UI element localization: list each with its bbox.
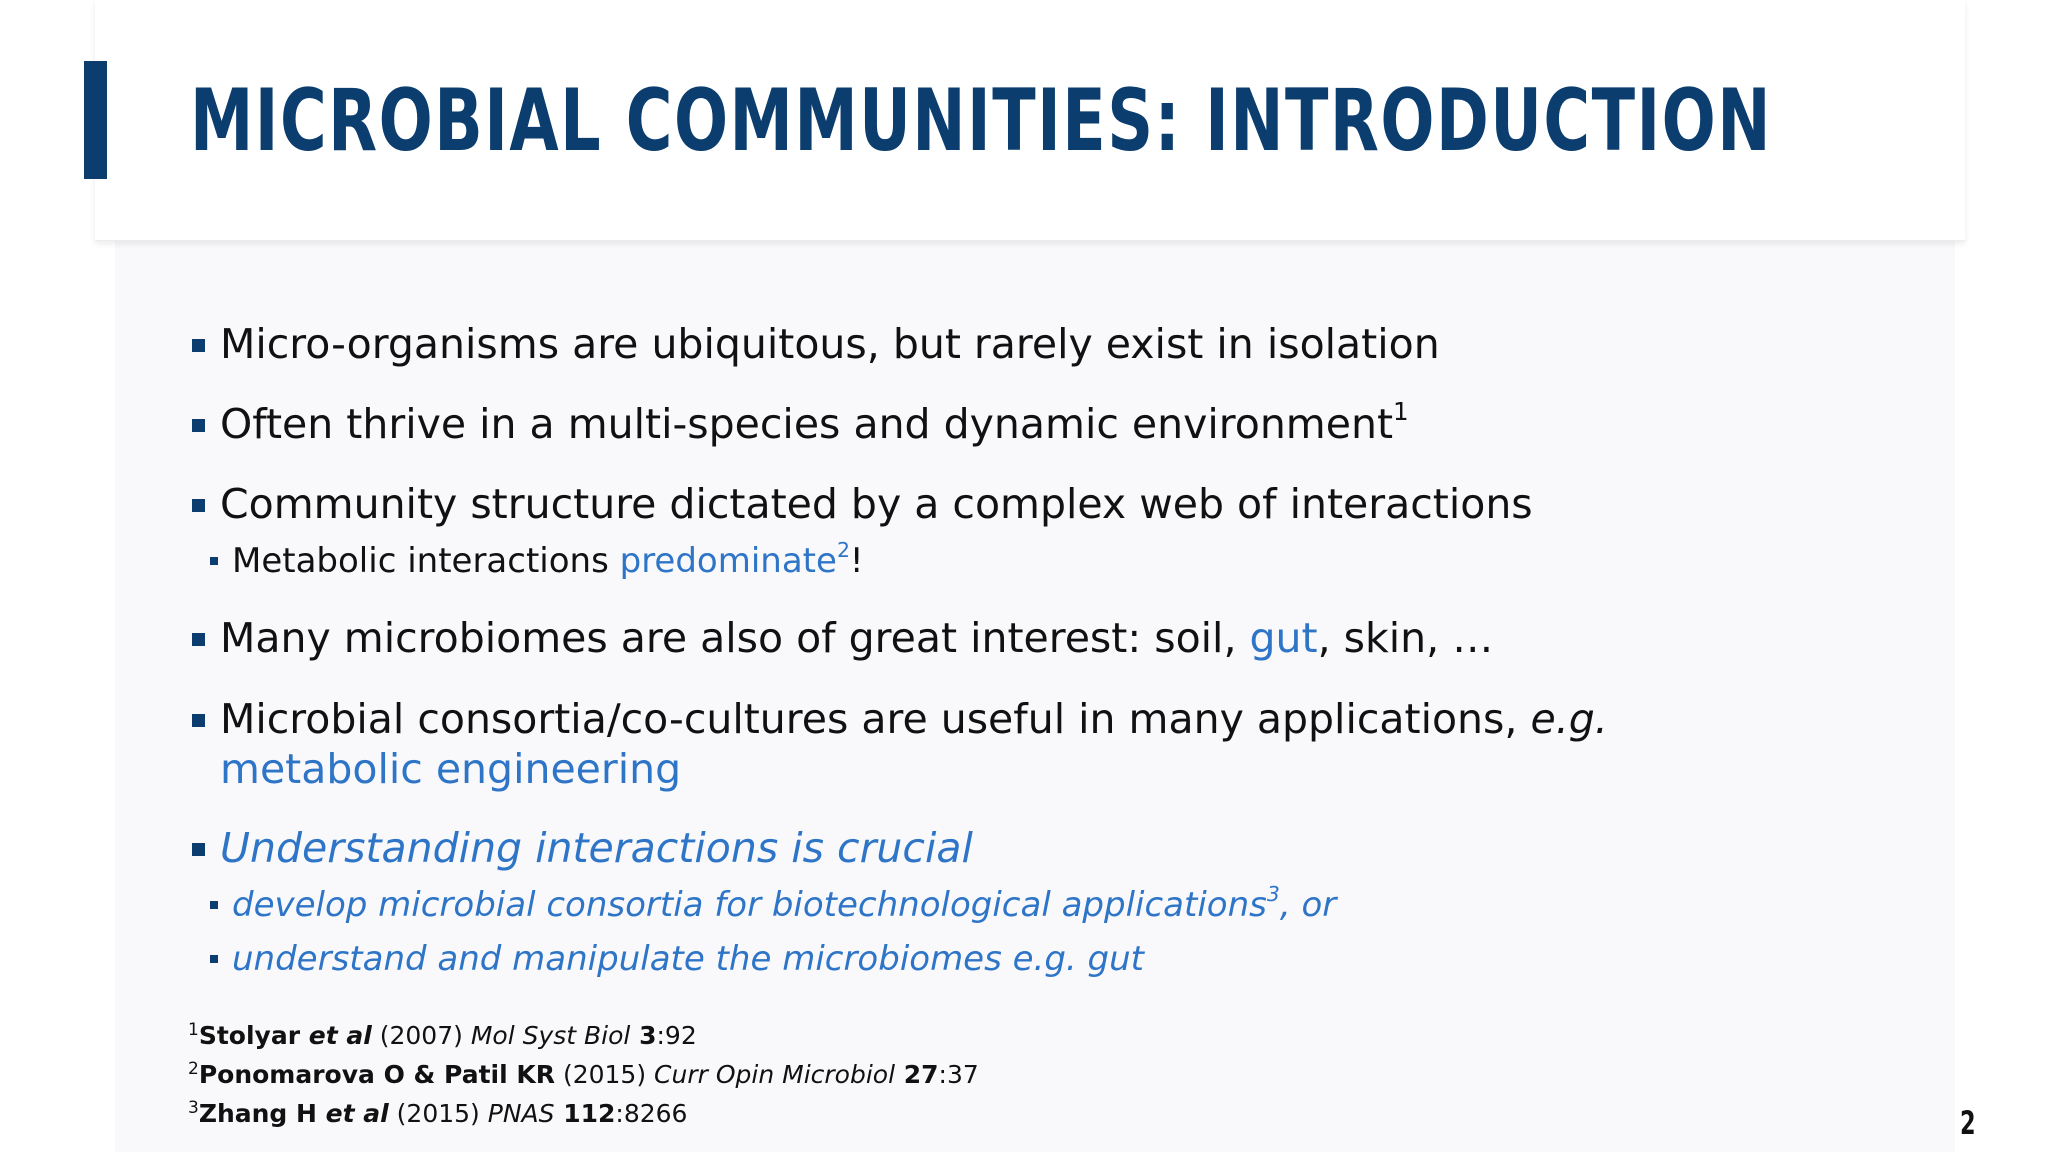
page-number: 2 <box>1960 1104 1976 1142</box>
sub-bullet-text-main: Metabolic interactions <box>232 541 620 581</box>
bullet-text-main: Microbial consortia/co-cultures are useful in many applications, <box>220 695 1531 743</box>
reference-pages: :92 <box>656 1021 697 1050</box>
reference-item <box>188 1057 979 1096</box>
reference-number: 3 <box>188 1097 199 1118</box>
citation-superscript: 3 <box>1266 882 1280 907</box>
sub-bullet-text: understand and manipulate the microbiomes e.g. gut <box>232 939 1145 979</box>
reference-volume: 112 <box>554 1099 616 1128</box>
sub-bullet-text-main: develop microbial consortia for biotechnological applications <box>232 885 1267 925</box>
square-bullet-icon <box>192 419 205 432</box>
small-square-bullet-icon <box>210 557 218 565</box>
reference-number: 2 <box>188 1058 199 1079</box>
bullet-text-end: , skin, … <box>1317 614 1494 662</box>
reference-journal: PNAS <box>487 1099 555 1128</box>
reference-authors: Stolyar <box>198 1021 309 1050</box>
reference-authors: Zhang H <box>198 1099 326 1128</box>
slide-title: MICROBIAL COMMUNITIES: INTRODUCTION <box>190 71 1772 171</box>
reference-journal: Curr Opin Microbiol <box>654 1060 896 1089</box>
reference-volume: 3 <box>630 1021 657 1050</box>
sub-bullet-text <box>232 540 864 586</box>
reference-year: (2007) <box>371 1021 471 1050</box>
bullet-text <box>220 399 1409 455</box>
reference-year: (2015) <box>388 1099 488 1128</box>
square-bullet-icon <box>192 339 205 352</box>
bullet-text-main: Many microbiomes are also of great interest: soil, <box>220 614 1250 662</box>
square-bullet-icon <box>192 499 205 512</box>
title-accent-bar <box>84 61 107 179</box>
bullet-text-italic: e.g. <box>1530 695 1608 743</box>
highlighted-text: metabolic engineering <box>220 745 682 793</box>
bullet-text-main: Often thrive in a multi-species and dynamic environment <box>220 400 1394 448</box>
sub-bullet-text <box>232 884 1336 930</box>
bullet-text <box>220 613 1493 663</box>
citation-superscript: 2 <box>836 538 850 563</box>
highlighted-text: predominate <box>619 541 837 581</box>
square-bullet-icon <box>192 714 205 727</box>
sub-bullet-text-end: ! <box>849 541 864 581</box>
reference-year: (2015) <box>555 1060 655 1089</box>
citation-superscript: 1 <box>1393 397 1409 427</box>
reference-pages: :37 <box>938 1060 979 1089</box>
square-bullet-icon <box>192 843 205 856</box>
square-bullet-icon <box>192 633 205 646</box>
sub-bullet-text-end: , or <box>1279 885 1337 925</box>
reference-pages: :8266 <box>615 1099 688 1128</box>
reference-etal: et al <box>308 1021 372 1050</box>
small-square-bullet-icon <box>210 901 218 909</box>
bullet-text: Understanding interactions is crucial <box>220 824 973 872</box>
references <box>188 1018 979 1135</box>
highlighted-text: gut <box>1249 614 1318 662</box>
reference-journal: Mol Syst Biol <box>470 1021 631 1050</box>
reference-etal: et al <box>325 1099 389 1128</box>
bullet-text <box>220 694 1608 744</box>
small-square-bullet-icon <box>210 955 218 963</box>
reference-number: 1 <box>188 1019 199 1040</box>
bullet-text: Micro-organisms are ubiquitous, but rarely exist in isolation <box>220 320 1440 368</box>
reference-volume: 27 <box>895 1060 939 1089</box>
bullet-text: Community structure dictated by a complex web of interactions <box>220 480 1533 528</box>
reference-authors: Ponomarova O & Patil KR <box>198 1060 555 1089</box>
reference-item <box>188 1018 979 1057</box>
reference-item <box>188 1096 979 1135</box>
